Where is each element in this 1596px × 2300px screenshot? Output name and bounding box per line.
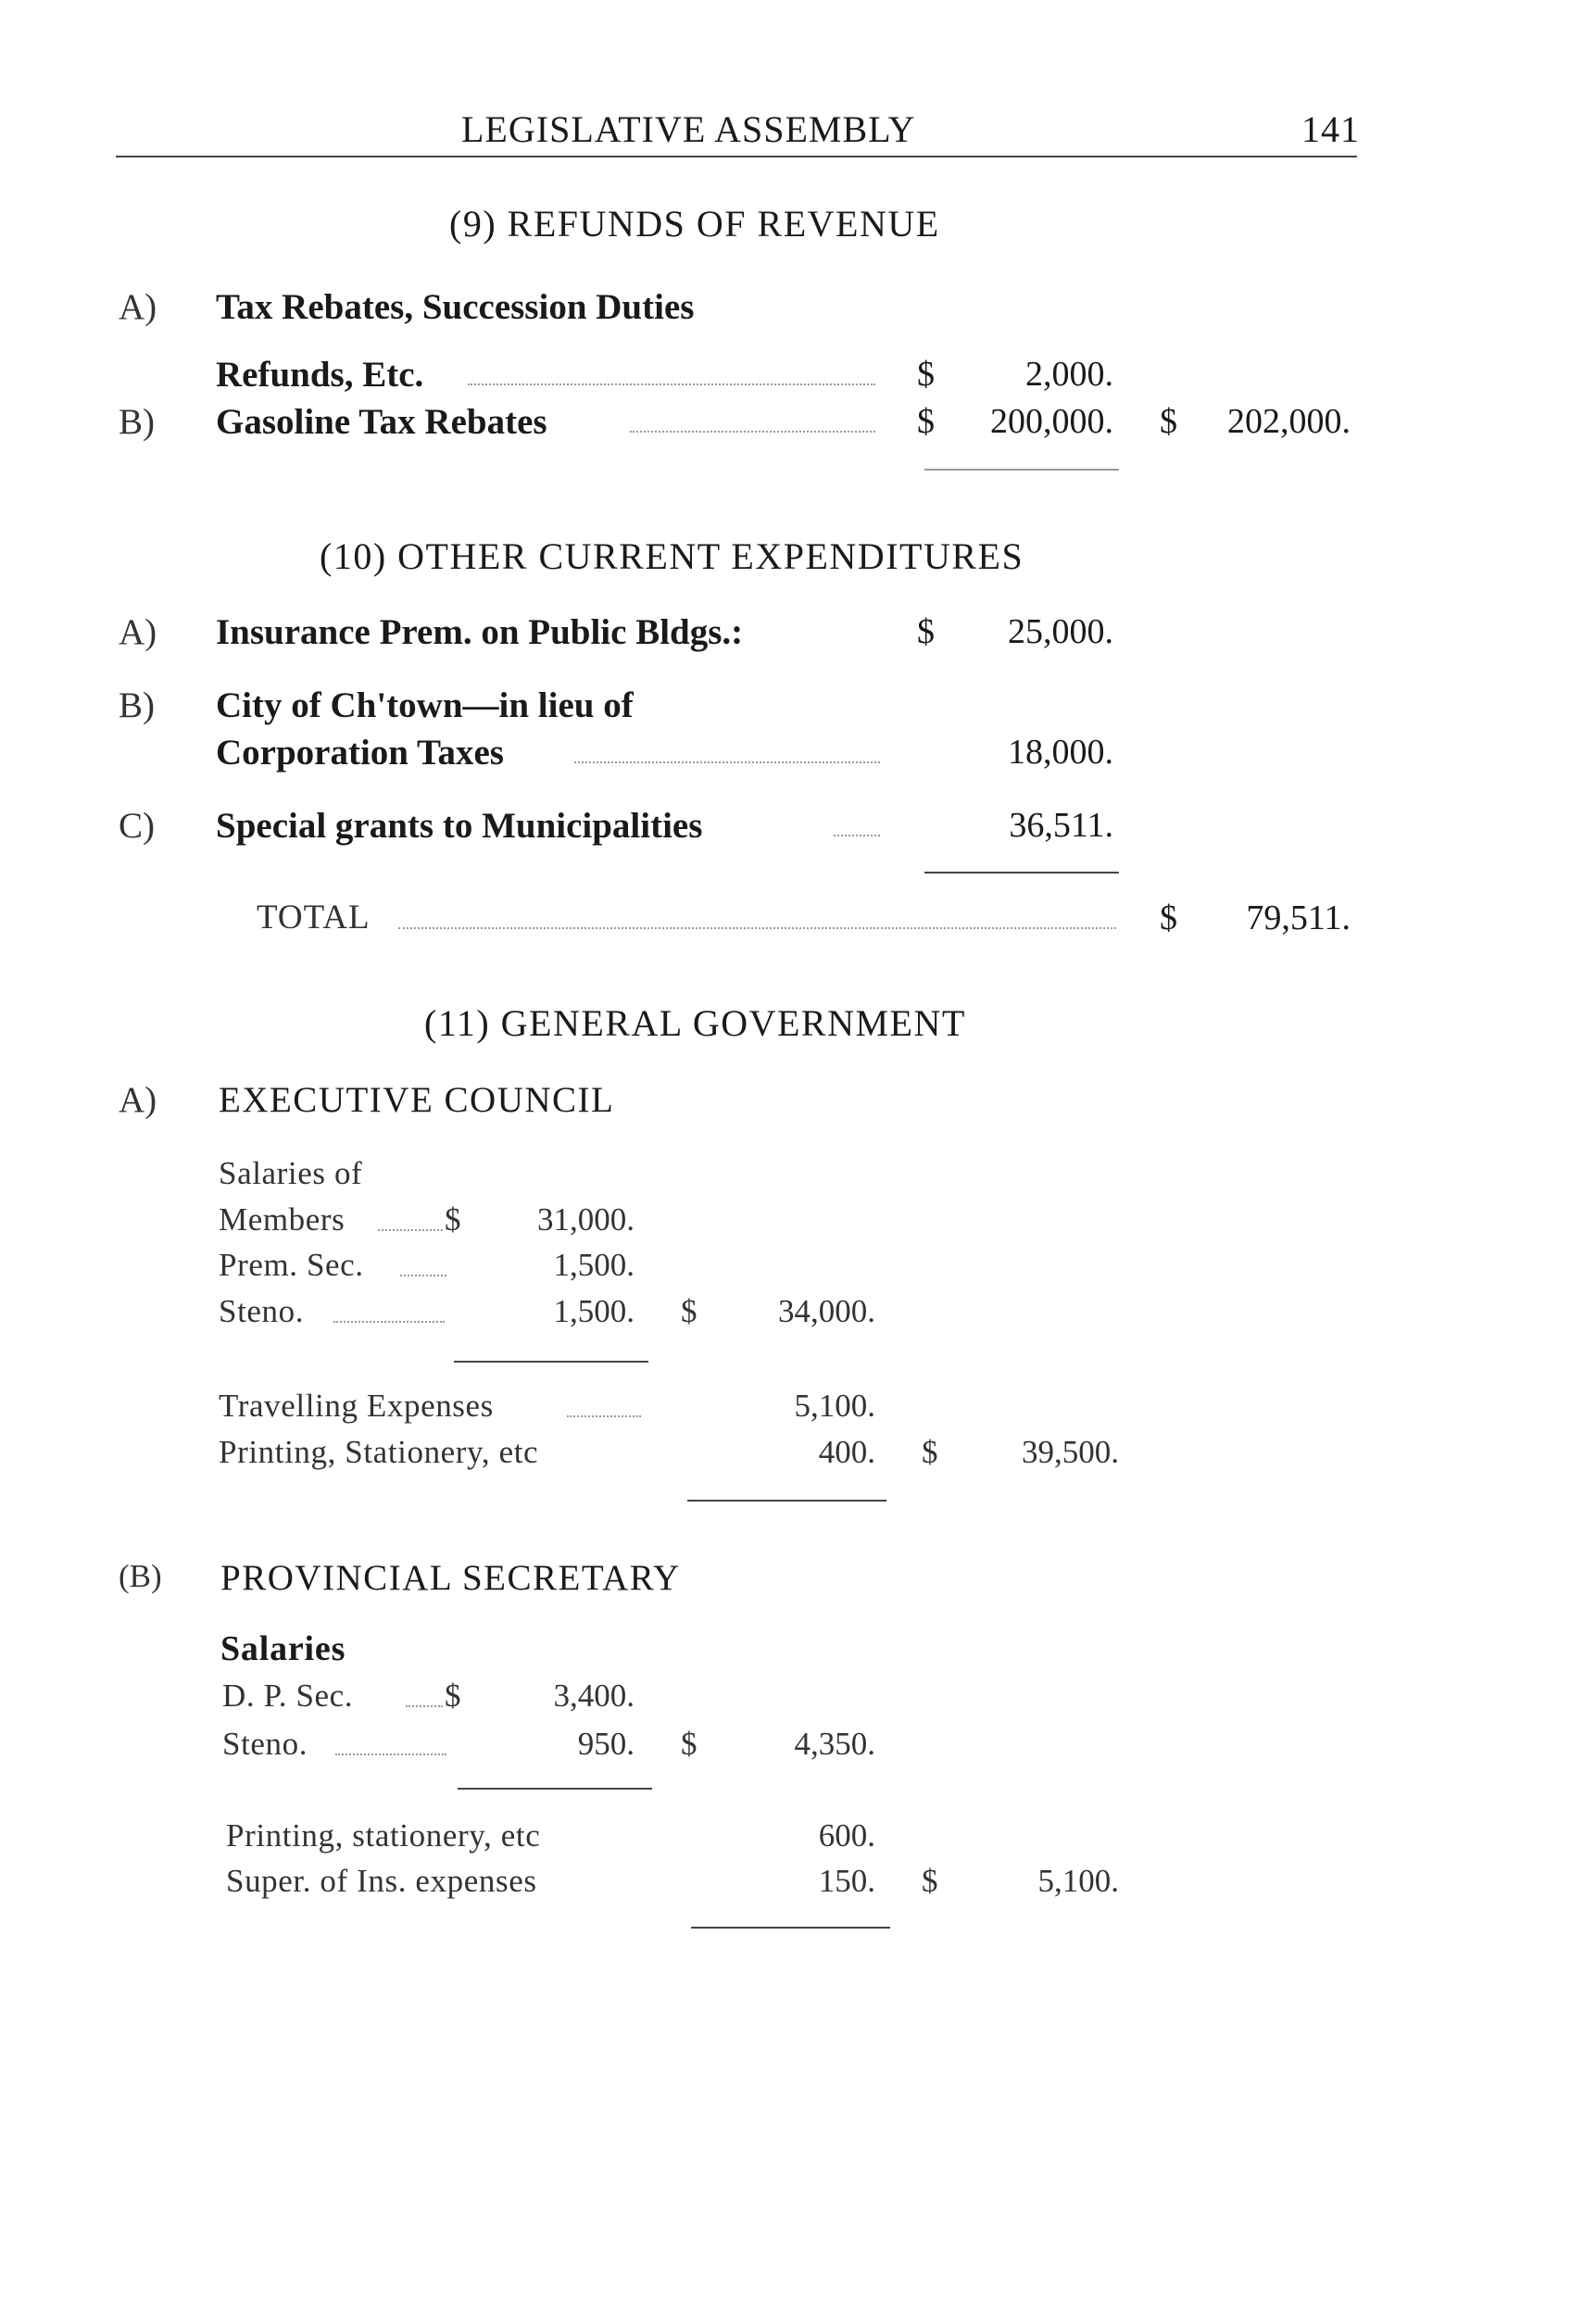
header-rule [116,156,1357,157]
exec-members-label: Members [219,1201,346,1238]
subtotal-rule [687,1500,886,1502]
leader-dots [333,1321,445,1323]
leader-dots [400,1275,446,1276]
section-11-item-b-heading: PROVINCIAL SECRETARY [220,1558,681,1598]
section-9-item-b-amount: 200,000. [990,402,1113,441]
prov-dp-dollar: $ [445,1678,461,1714]
section-9-item-a-mark: A) [119,287,157,327]
section-10-item-c-mark: C) [119,806,155,846]
exec-printing-amount: 400. [818,1434,875,1470]
section-9-item-b-mark: B) [119,402,155,442]
section-10-total-dollar: $ [1160,899,1177,937]
exec-subtotal-amount: 34,000. [778,1293,875,1329]
subtotal-rule [454,1361,648,1363]
section-11-item-a-mark: A) [119,1080,157,1120]
leader-dots [574,761,880,763]
exec-total-dollar: $ [922,1434,938,1470]
leader-dots [630,431,875,433]
section-9-item-a-amount: 2,000. [1025,355,1113,394]
prov-dp-label: D. P. Sec. [222,1678,354,1714]
section-10-item-b-amount: 18,000. [1008,733,1113,772]
prov-super-label: Super. of Ins. expenses [226,1863,537,1899]
prov-super-amount: 150. [818,1863,875,1899]
section-11-item-b-mark: (B) [119,1558,162,1594]
exec-prem-label: Prem. Sec. [219,1247,364,1283]
section-11-item-a-heading: EXECUTIVE COUNCIL [219,1080,615,1120]
leader-dots [335,1753,446,1755]
section-9-item-b-label: Gasoline Tax Rebates [216,402,547,442]
prov-dp-amount: 3,400. [553,1678,635,1714]
leader-dots [834,835,880,836]
section-10-item-a-label: Insurance Prem. on Public Bldgs.: [216,612,744,652]
exec-subtotal-dollar: $ [681,1293,697,1329]
prov-printing-label: Printing, stationery, etc [226,1817,541,1854]
exec-printing-label: Printing, Stationery, etc [219,1434,539,1470]
page-number: 141 [1301,108,1360,150]
subtotal-rule [458,1788,652,1790]
subtotal-rule [691,1927,890,1929]
section-10-item-a-mark: A) [119,612,157,652]
section-11-title: (11) GENERAL GOVERNMENT [424,1002,966,1044]
exec-prem-amount: 1,500. [553,1247,635,1283]
exec-members-dollar: $ [445,1201,461,1238]
prov-steno-label: Steno. [222,1726,308,1762]
section-10-item-b-label-line1: City of Ch'town—in lieu of [216,685,634,725]
prov-subtotal-dollar: $ [681,1726,697,1762]
leader-dots [406,1705,443,1707]
subtotal-rule [924,469,1119,471]
prov-steno-amount: 950. [577,1726,635,1762]
section-10-item-a-amount: 25,000. [1008,612,1113,651]
exec-total-amount: 39,500. [1022,1434,1119,1470]
section-9-item-a-dollar: $ [917,355,935,394]
section-9-item-b-dollar: $ [917,402,935,441]
section-10-title: (10) OTHER CURRENT EXPENDITURES [320,535,1024,577]
section-9-total-amount: 202,000. [1227,402,1351,441]
section-10-item-b-mark: B) [119,685,155,725]
exec-steno-amount: 1,500. [553,1293,635,1329]
section-10-item-c-amount: 36,511. [1009,806,1113,845]
prov-salaries-label: Salaries [220,1629,346,1668]
running-header-title: LEGISLATIVE ASSEMBLY [461,108,916,150]
section-10-item-a-dollar: $ [917,612,935,651]
subtotal-rule [924,872,1119,873]
section-10-item-b-label-line2: Corporation Taxes [216,733,504,773]
section-9-total-dollar: $ [1160,402,1177,441]
prov-subtotal-amount: 4,350. [794,1726,875,1762]
section-10-item-c-label: Special grants to Municipalities [216,806,703,846]
prov-printing-amount: 600. [818,1817,875,1854]
prov-total-dollar: $ [922,1863,938,1899]
exec-travel-label: Travelling Expenses [219,1388,494,1424]
exec-travel-amount: 5,100. [794,1388,875,1424]
leader-dots [398,927,1116,929]
section-9-title: (9) REFUNDS OF REVENUE [449,203,940,245]
section-10-total-label: TOTAL [257,899,371,936]
section-9-item-a-label-line2: Refunds, Etc. [216,355,424,395]
section-10-total-amount: 79,511. [1246,899,1351,937]
exec-salaries-label: Salaries of [219,1155,363,1191]
leader-dots [567,1415,641,1417]
exec-steno-label: Steno. [219,1293,305,1329]
prov-total-amount: 5,100. [1037,1863,1119,1899]
leader-dots [468,383,875,385]
section-9-item-a-label-line1: Tax Rebates, Succession Duties [216,287,695,327]
leader-dots [378,1229,443,1231]
exec-members-amount: 31,000. [537,1201,635,1238]
